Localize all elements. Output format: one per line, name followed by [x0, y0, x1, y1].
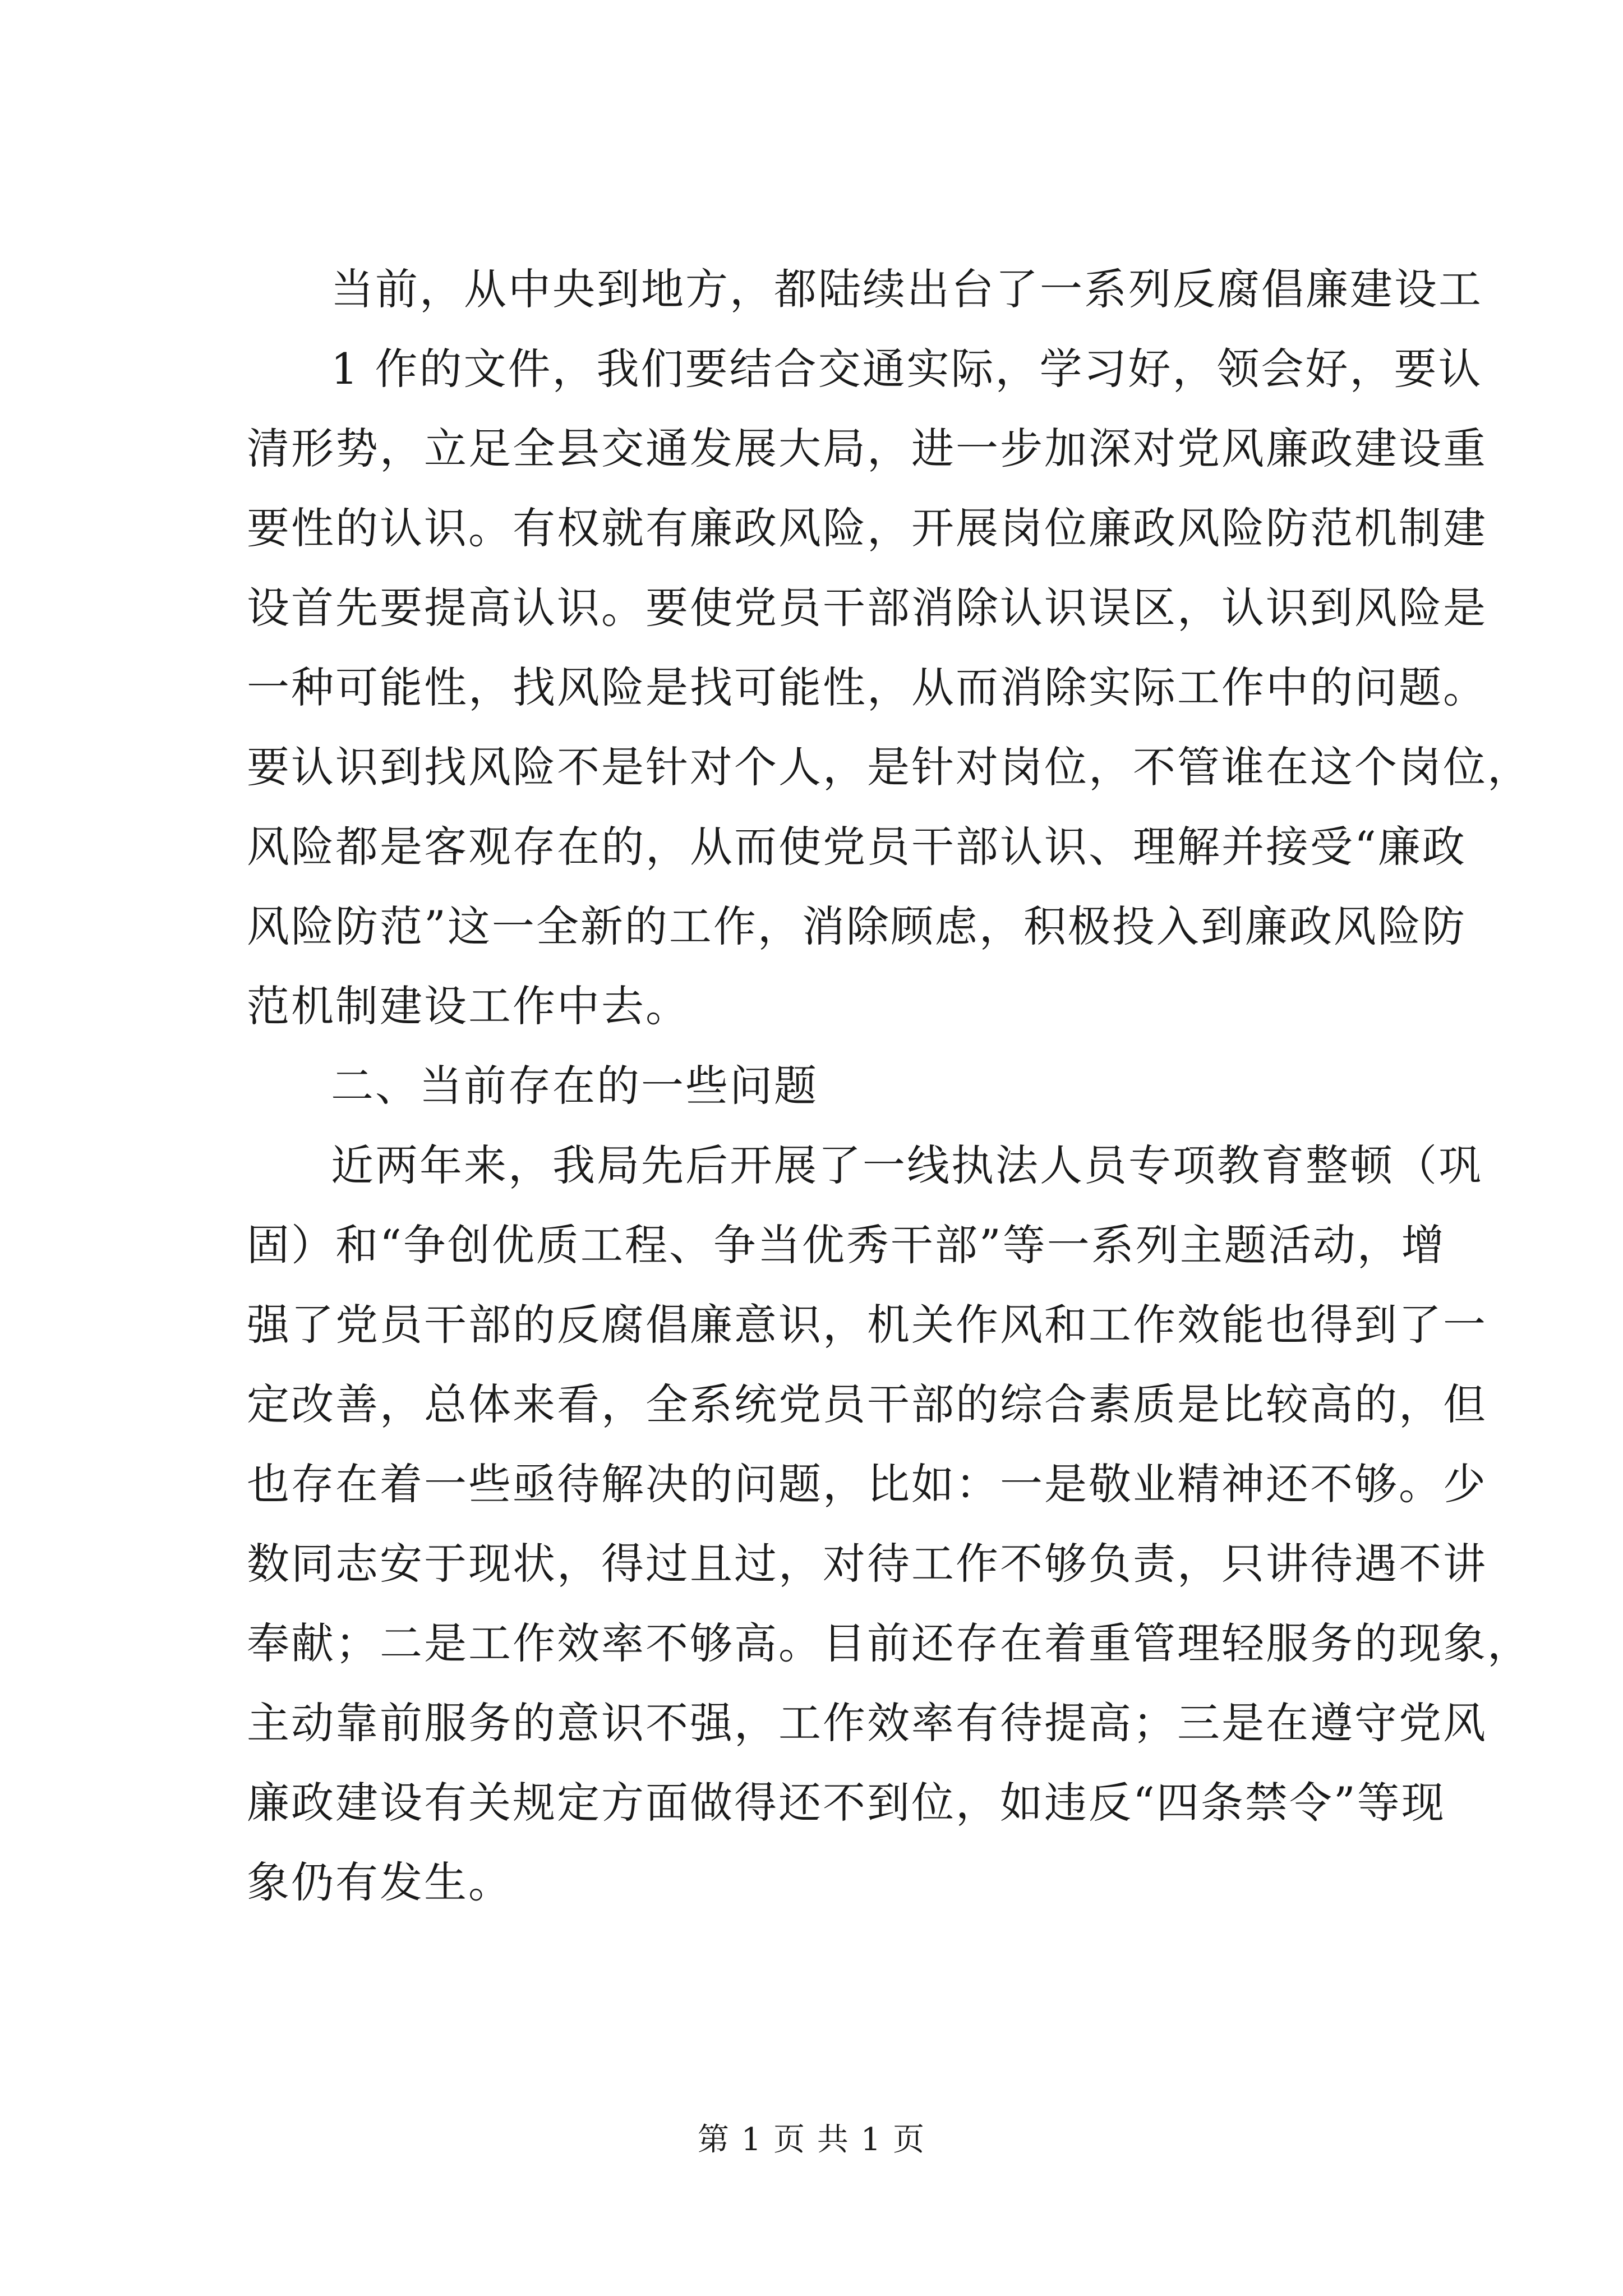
- paragraph-line: 固）和“争创优质工程、争当优秀干部”等一系列主题活动，增: [247, 1220, 1446, 1270]
- paragraph-line: 也存在着一些亟待解决的问题，比如：一是敬业精神还不够。少: [247, 1459, 1487, 1509]
- paragraph-line: 要认识到找风险不是针对个人，是针对岗位，不管谁在这个岗位，: [247, 742, 1532, 792]
- paragraph-line: 主动靠前服务的意识不强，工作效率有待提高；三是在遵守党风: [247, 1698, 1487, 1748]
- document-body: [247, 250, 1532, 1922]
- paragraph-line: 定改善，总体来看，全系统党员干部的综合素质是比较高的，但: [247, 1379, 1487, 1429]
- paragraph-line: 象仍有发生。: [247, 1857, 513, 1907]
- paragraph-line: 1 作的文件，我们要结合交通实际，学习好，领会好，要认: [331, 344, 1483, 394]
- paragraph-line: 要性的认识。有权就有廉政风险，开展岗位廉政风险防范机制建: [247, 503, 1487, 553]
- paragraph-line: 廉政建设有关规定方面做得还不到位，如违反“四条禁令”等现: [247, 1778, 1446, 1828]
- paragraph-line: 强了党员干部的反腐倡廉意识，机关作风和工作效能也得到了一: [247, 1300, 1487, 1350]
- paragraph-line: 清形势，立足全县交通发展大局，进一步加深对党风廉政建设重: [247, 424, 1487, 473]
- section-heading: 二、当前存在的一些问题: [331, 1061, 818, 1111]
- paragraph-line: 设首先要提高认识。要使党员干部消除认识误区，认识到风险是: [247, 583, 1487, 633]
- paragraph-line: 风险都是客观存在的，从而使党员干部认识、理解并接受“廉政: [247, 822, 1467, 872]
- paragraph-line: 当前，从中央到地方，都陆续出台了一系列反腐倡廉建设工: [331, 264, 1483, 314]
- paragraph-line: 风险防范”这一全新的工作，消除顾虑，积极投入到廉政风险防: [247, 901, 1467, 951]
- paragraph-line: 一种可能性，找风险是找可能性，从而消除实际工作中的问题。: [247, 662, 1487, 712]
- paragraph-line: 奉献；二是工作效率不够高。目前还存在着重管理轻服务的现象，: [247, 1618, 1532, 1668]
- paragraph-line: 近两年来，我局先后开展了一线执法人员专项教育整顿（巩: [331, 1140, 1483, 1190]
- paragraph-line: 范机制建设工作中去。: [247, 981, 690, 1031]
- paragraph-line: 数同志安于现状，得过且过，对待工作不够负责，只讲待遇不讲: [247, 1539, 1487, 1589]
- page-footer: 第 1 页 共 1 页: [697, 2122, 926, 2158]
